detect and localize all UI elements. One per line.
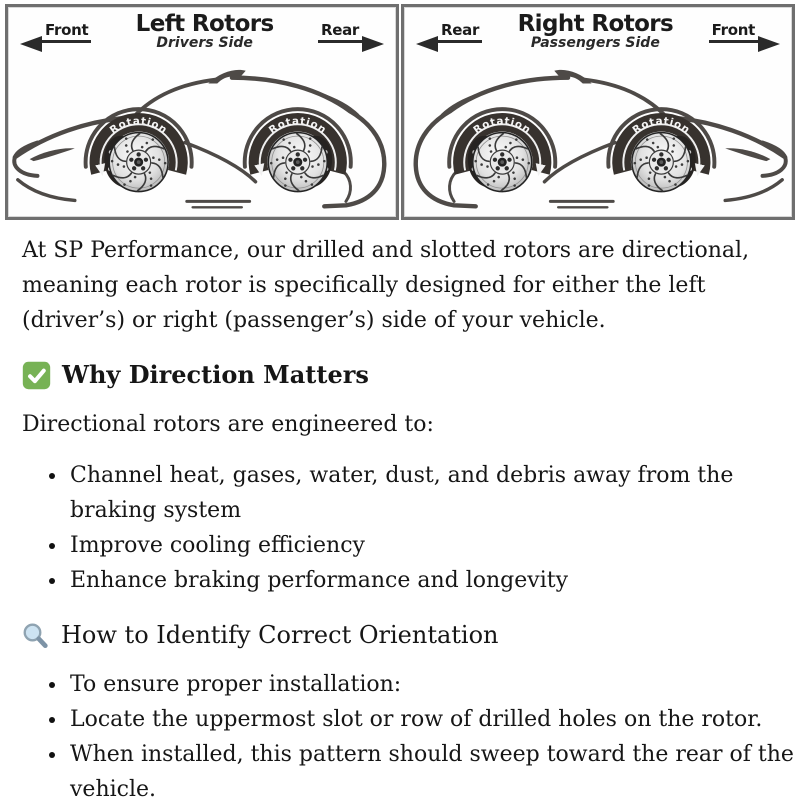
rotation-label: Rotation xyxy=(266,115,329,137)
front-direction-arrow xyxy=(20,21,91,43)
heading-text: How to Identify Correct Orientation xyxy=(61,621,499,650)
direction-label: Rear xyxy=(318,21,362,43)
arrow-right-icon xyxy=(758,36,780,52)
rotor-direction-diagram xyxy=(5,4,795,220)
arrow-left-icon xyxy=(20,36,42,52)
panel-titles xyxy=(136,13,274,51)
right-panel-header xyxy=(404,7,792,58)
arrow-left-icon xyxy=(416,36,438,52)
lead-paragraph: Directional rotors are engineered to: xyxy=(22,412,434,438)
benefits-list xyxy=(22,458,794,598)
check-mark-icon xyxy=(22,361,51,390)
identify-orientation-heading xyxy=(22,621,794,650)
rotation-label: Rotation xyxy=(107,115,170,137)
front-direction-arrow xyxy=(709,21,780,43)
rear-direction-arrow xyxy=(318,21,384,43)
left-car-illustration xyxy=(8,58,396,217)
panel-title: Left Rotors xyxy=(135,11,274,37)
list-item: • Enhance braking performance and longevity xyxy=(68,563,794,598)
list-item: • Locate the uppermost slot or row of drilled holes on the rotor. xyxy=(68,702,794,737)
right-car-illustration xyxy=(404,58,792,217)
rear-direction-arrow xyxy=(416,21,482,43)
direction-label: Rear xyxy=(438,21,482,43)
magnifying-glass-icon xyxy=(22,622,50,650)
panel-subtitle: Passengers Side xyxy=(530,35,660,52)
panel-subtitle: Drivers Side xyxy=(156,35,253,52)
list-item: • To ensure proper installation: xyxy=(68,667,794,702)
panel-title: Right Rotors xyxy=(517,11,674,37)
article-body xyxy=(0,220,800,807)
panel-titles xyxy=(518,13,674,51)
car-side-sketch-mirrored xyxy=(416,70,786,207)
car-side-sketch xyxy=(14,70,384,207)
list-item: • When installed, this pattern should sweep toward the rear of the vehicle. xyxy=(68,737,794,807)
left-rotors-panel xyxy=(5,4,399,220)
direction-label: Front xyxy=(709,21,758,43)
heading-text: Why Direction Matters xyxy=(62,360,369,390)
rotation-label: Rotation xyxy=(630,115,693,137)
why-direction-matters-heading xyxy=(22,361,794,390)
direction-label: Front xyxy=(42,21,91,43)
list-item: • Channel heat, gases, water, dust, and debris away from the braking system xyxy=(68,458,794,528)
arrow-right-icon xyxy=(362,36,384,52)
rotation-label: Rotation xyxy=(471,115,534,137)
left-panel-header xyxy=(8,7,396,58)
right-rotors-panel xyxy=(401,4,795,220)
list-item: • Improve cooling efficiency xyxy=(68,528,794,563)
orientation-steps-list xyxy=(22,667,794,807)
intro-paragraph: At SP Performance, our drilled and slotted rotors are directional, meaning each rotor is specifically designed for either the left (driver’s) or right (passenger’s) side of your vehicle. xyxy=(22,238,750,334)
